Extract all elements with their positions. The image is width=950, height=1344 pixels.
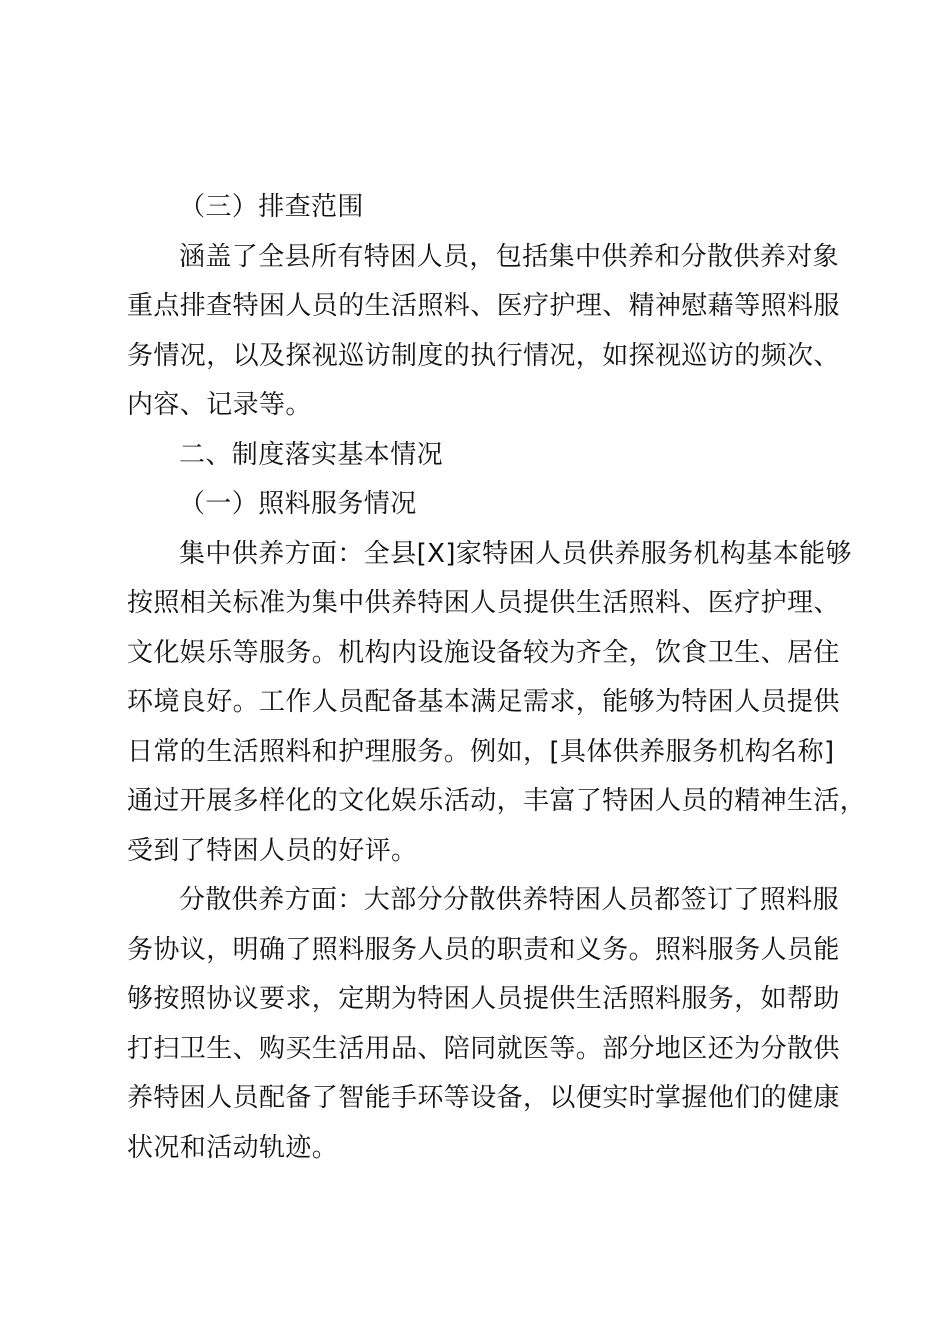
paragraph-line: 分散供养方面：大部分分散供养特困人员都签订了照料服 [179, 885, 840, 915]
heading-line: （三）排查范围 [179, 192, 364, 222]
paragraph-line: 状况和活动轨迹。 [127, 1132, 339, 1163]
heading-line: （一）照料服务情况 [179, 489, 417, 519]
paragraph-line: 够按照协议要求，定期为特困人员提供生活照料服务，如帮助 [127, 984, 840, 1014]
paragraph-line: 集中供养方面：全县[X]家特困人员供养服务机构基本能够 [179, 538, 852, 569]
paragraph-line: 内容、记录等。 [127, 390, 312, 420]
paragraph-line: 受到了特困人员的好评。 [127, 835, 418, 866]
care-heading [127, 480, 847, 530]
paragraph-line: 文化娱乐等服务。机构内设施设备较为齐全，饮食卫生、居住 [127, 637, 840, 668]
paragraph-line: 环境良好。工作人员配备基本满足需求，能够为特困人员提供 [127, 687, 840, 717]
paragraph-line: 涵盖了全县所有特困人员，包括集中供养和分散供养对象 [179, 241, 840, 272]
scope-heading [127, 183, 847, 233]
paragraph-line: 通过开展多样化的文化娱乐活动，丰富了特困人员的精神生活， [127, 786, 867, 816]
paragraph-line: 养特困人员配备了智能手环等设备，以便实时掌握他们的健康 [127, 1083, 840, 1113]
paragraph-line: 打扫卫生、购买生活用品、陪同就医等。部分地区还为分散供 [127, 1033, 840, 1064]
scope-paragraph [127, 233, 847, 431]
part-two-heading [127, 431, 847, 481]
document-body [127, 183, 867, 1173]
paragraph-line: 按照相关标准为集中供养特困人员提供生活照料、医疗护理、 [127, 588, 840, 618]
paragraph-line: 重点排查特困人员的生活照料、医疗护理、精神慰藉等照料服 [127, 291, 840, 321]
paragraph-line: 日常的生活照料和护理服务。例如，[具体供养服务机构名称] [127, 736, 835, 767]
dispersed-paragraph [127, 876, 847, 1173]
paragraph-line: 务协议，明确了照料服务人员的职责和义务。照料服务人员能 [127, 934, 840, 965]
heading-line: 二、制度落实基本情况 [179, 439, 444, 470]
paragraph-line: 务情况，以及探视巡访制度的执行情况，如探视巡访的频次、 [127, 340, 840, 371]
centralized-paragraph [127, 530, 867, 877]
